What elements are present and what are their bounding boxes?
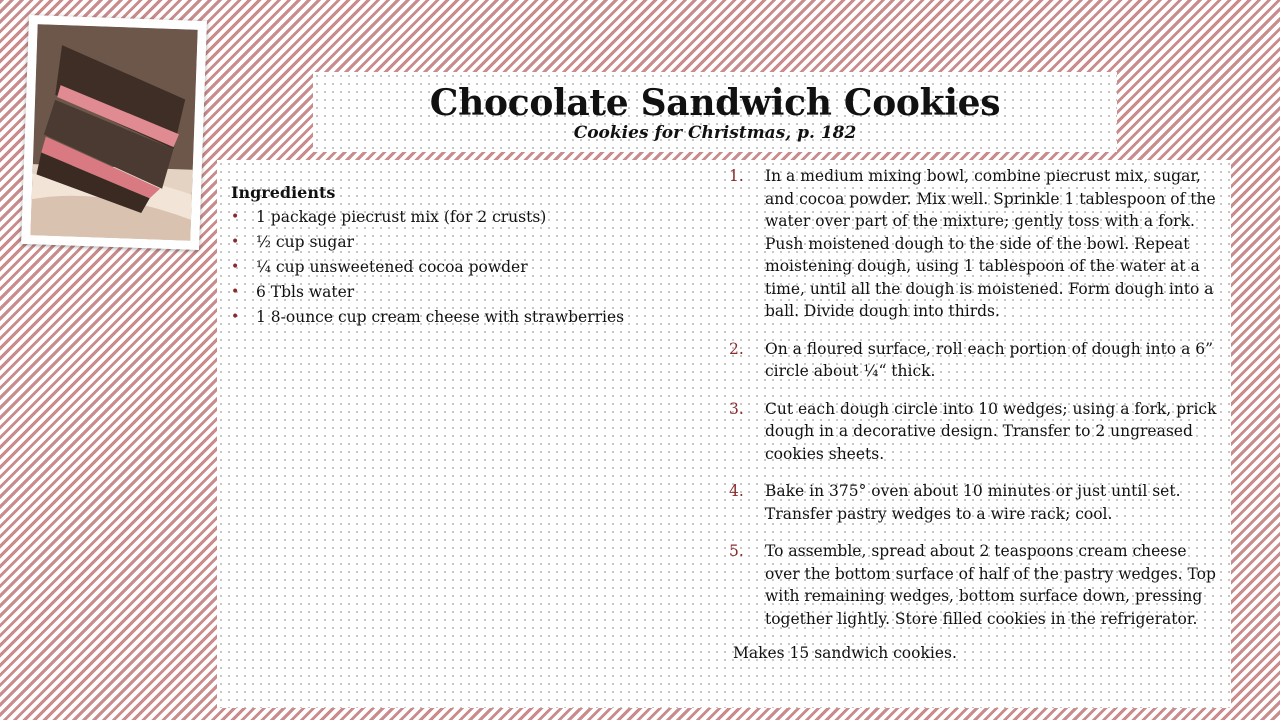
direction-step [727,540,1217,630]
step-text: On a floured surface, roll each portion of dough into a 6” circle about ¼“ thick. [765,339,1214,380]
ingredients-section [231,180,711,330]
step-number: 4. [729,482,744,500]
ingredients-heading: Ingredients [231,183,336,202]
direction-step [727,165,1217,323]
cookie-photo-icon [30,24,197,240]
recipe-yield: Makes 15 sandwich cookies. [733,644,957,662]
ingredients-list [231,205,711,330]
step-number: 1. [729,167,744,185]
photo-frame [21,15,207,250]
step-text: Bake in 375° oven about 10 minutes or just until set. Transfer pastry wedges to a wire rack; cool. [765,482,1181,523]
ingredient-text: ½ cup sugar [256,233,354,251]
ingredient-text: ¼ cup unsweetened cocoa powder [256,258,528,276]
step-number: 5. [729,542,744,560]
step-number: 3. [729,399,744,418]
recipe-source: Cookies for Christmas, p. 182 [573,123,857,143]
bullet-icon: • [231,234,240,250]
step-text: Cut each dough circle into 10 wedges; using a fork, prick dough in a decorative design. Transfer to 2 ungreased cookies sheets. [765,399,1217,463]
recipe-card [217,160,1231,708]
bullet-icon: • [231,259,240,275]
ingredient-item [231,205,711,230]
bullet-icon: • [231,309,240,325]
directions-section [727,165,1217,665]
direction-step [727,338,1217,383]
ingredient-item [231,255,711,280]
bullet-icon: • [231,284,240,300]
step-text: In a medium mixing bowl, combine piecrust mix, sugar, and cocoa powder. Mix well. Sprinkle 1 tablespoon of the water over part of the mixture; gently toss with a fork. Push moistened dough to the side of the bowl. Repeat moistening dough, using 1 tablespoon of the water at a time, until all the dough is moistened. Form dough into a ball. Divide dough into thirds. [765,167,1216,320]
ingredient-text: 1 8-ounce cup cream cheese with strawberries [256,308,625,326]
step-number: 2. [729,339,744,358]
ingredient-item [231,280,711,305]
recipe-title: Chocolate Sandwich Cookies [429,82,1001,124]
direction-step [727,480,1217,525]
directions-list [727,165,1217,630]
ingredient-text: 1 package piecrust mix (for 2 crusts) [256,208,547,226]
direction-step [727,398,1217,466]
title-box [313,72,1117,152]
step-text: To assemble, spread about 2 teaspoons cream cheese over the bottom surface of half of the pastry wedges. Top with remaining wedges, bottom surface down, pressing together lightly. Store filled cookies in the refrigerator. [765,542,1216,628]
ingredient-text: 6 Tbls water [256,283,355,301]
bullet-icon: • [231,209,240,225]
ingredient-item [231,305,711,330]
ingredient-item [231,230,711,255]
cookie-photo [30,24,197,240]
